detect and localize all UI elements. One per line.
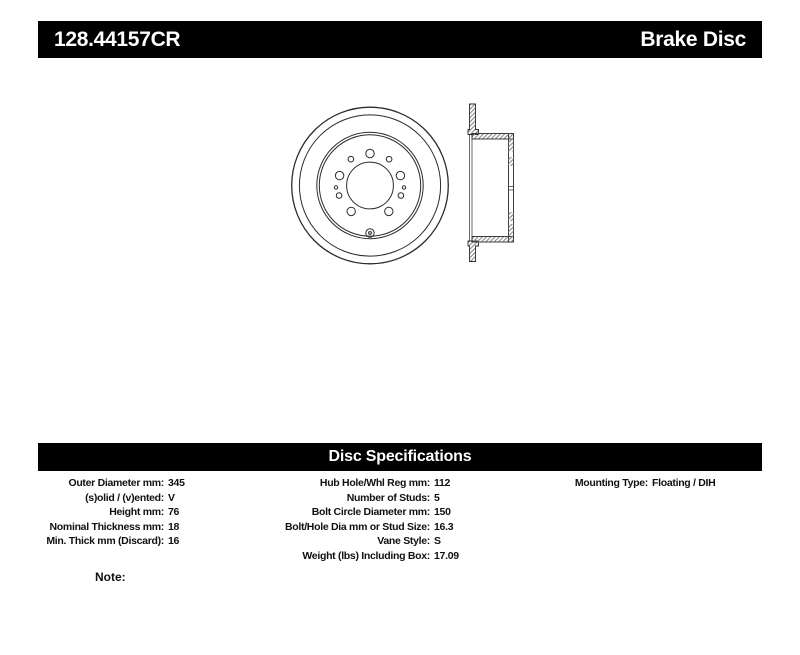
spec-label: Vane Style: [377,535,430,548]
spec-label: Mounting Type: [574,477,648,489]
stud-holes [335,149,404,215]
spec-row [38,520,263,535]
spec-label: Hub Hole/Whl Reg mm: [319,477,430,489]
small-holes [334,156,405,198]
spec-value: 345 [168,477,185,489]
spec-value: 16 [168,535,180,548]
spec-row [260,476,540,491]
spec-value: 112 [434,477,451,489]
spec-value: 150 [434,506,451,519]
spec-label: Weight (lbs) Including Box: [302,549,430,562]
spec-label: Bolt Circle Diameter mm: [311,506,430,519]
spec-value: 18 [168,520,180,533]
spec-value: 5 [434,491,440,504]
spec-row [530,476,762,491]
part-number: 128.44157CR [54,27,181,51]
brake-disc-front-view [292,107,449,264]
spec-value: 17.09 [434,549,459,562]
spec-row [38,534,263,549]
spec-value: V [168,491,175,504]
section-top-rotor [468,104,479,135]
brake-disc-cross-section-view [468,104,514,262]
title-bar [38,21,762,58]
spec-row [260,534,540,549]
spec-row [260,520,540,535]
product-type-title: Brake Disc [640,27,746,51]
section-bottom-rotor [468,241,479,262]
spec-label: Bolt/Hole Dia mm or Stud Size: [284,520,430,533]
section-top-flange [472,134,514,140]
spec-label: Number of Studs: [346,491,430,504]
spec-row [260,505,540,520]
spec-column-mounting [260,476,540,564]
spec-label: Outer Diameter mm: [68,477,164,489]
note-label: Note: [95,570,126,584]
section-bottom-flange [472,237,514,243]
spec-value: 76 [168,506,180,519]
spec-value: 16.3 [434,520,454,533]
spec-value: S [434,535,441,548]
spec-value: Floating / DIH [652,477,716,489]
spec-column-dimensions [38,476,263,549]
spec-label: Height mm: [109,506,164,519]
spec-label: Nominal Thickness mm: [49,520,164,533]
spec-column-type [530,476,762,491]
technical-drawing [280,95,530,275]
spec-section-title: Disc Specifications [328,448,472,465]
section-drum-lines [470,134,473,241]
spec-row [260,549,540,564]
spec-label: (s)olid / (v)ented: [85,491,164,504]
spec-row [38,476,263,491]
spec-row [38,505,263,520]
spec-section-header [38,443,762,471]
section-mounting-face [509,134,514,243]
spec-label: Min. Thick mm (Discard): [46,535,164,548]
spec-row [38,491,263,506]
spec-row [260,491,540,506]
